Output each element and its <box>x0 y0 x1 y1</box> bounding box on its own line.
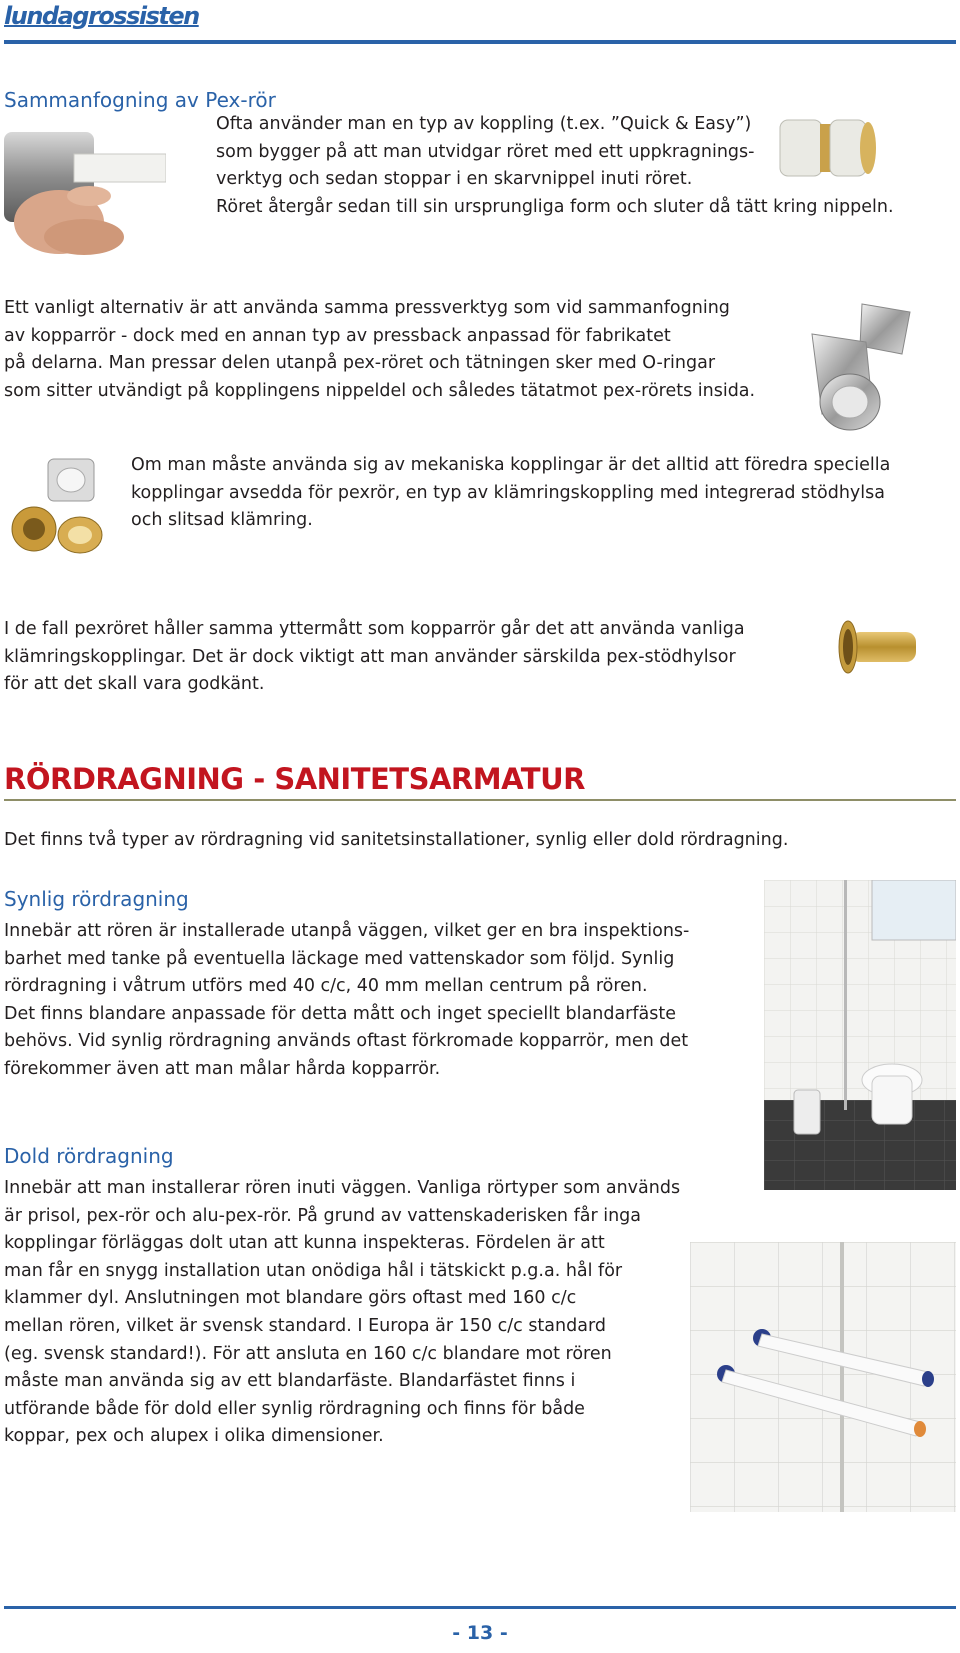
text-line: barhet med tanke på eventuella läckage med vattenskador som följd. Synlig <box>4 948 675 969</box>
text-line: koppar, pex och alupex i olika dimensioner. <box>4 1426 384 1447</box>
paragraph-dold <box>4 1175 680 1451</box>
text-line: måste man använda sig av ett blandarfäste. Blandarfästet finns i <box>4 1371 576 1392</box>
text-line: I de fall pexröret håller samma yttermått som kopparrör går det att använda vanliga <box>4 619 745 639</box>
text-line: Innebär att man installerar rören inuti väggen. Vanliga rörtyper som används <box>4 1178 681 1198</box>
bathroom-photo <box>764 880 956 1190</box>
page-number: - 13 - <box>452 1622 508 1644</box>
text-line: kopplingar förläggas dolt utan att kunna inspekteras. Fördelen är att <box>4 1233 605 1254</box>
press-elbow-image <box>792 294 922 436</box>
text-line: som sitter utvändigt på kopplingens nippeldel och således tätatmot pex-rörets insida. <box>4 380 756 401</box>
heading-synlig: Synlig rördragning <box>4 887 189 911</box>
text-line: förekommer även att man målar hårda kopparrör. <box>4 1058 441 1079</box>
pex-tool-image <box>4 112 166 258</box>
support-sleeve-image <box>832 614 924 682</box>
paragraph-pressverktyg <box>4 295 755 405</box>
paragraph-synlig <box>4 918 689 1084</box>
text-line: Det finns blandare anpassade för detta mått och inget speciellt blandarfäste <box>4 1003 676 1024</box>
intro-paragraph <box>4 827 788 855</box>
text-line: klammer dyl. Anslutningen mot blandare görs oftast med 160 c/c <box>4 1288 577 1309</box>
paragraph-mekaniska <box>131 452 890 535</box>
text-line: Ett vanligt alternativ är att använda samma pressverktyg som vid sammanfogning <box>4 298 730 318</box>
company-logo: lundagrossisten <box>4 2 199 30</box>
text-line: av kopparrör - dock med en annan typ av pressback anpassad för fabrikatet <box>4 325 671 346</box>
concealed-pipes-photo <box>690 1242 956 1512</box>
text-line: Innebär att rören är installerade utanpå väggen, vilket ger en bra inspektions- <box>4 921 690 941</box>
text-line: Ofta använder man en typ av koppling (t.ex. ”Quick & Easy”) <box>216 114 752 134</box>
text-line: klämringskopplingar. Det är dock viktigt att man använder särskilda pex-stödhylsor <box>4 646 736 667</box>
text-line: Om man måste använda sig av mekaniska kopplingar är det alltid att föredra speciella <box>131 455 891 475</box>
section-title-sanitet: RÖRDRAGNING - SANITETSARMATUR <box>4 762 585 796</box>
text-line: mellan rören, vilket är svensk standard. I Europa är 150 c/c standard <box>4 1315 606 1336</box>
text-line: Det finns två typer av rördragning vid sanitetsinstallationer, synlig eller dold rördragning. <box>4 830 789 850</box>
text-line: utförande både för dold eller synlig rördragning och finns för både <box>4 1398 585 1419</box>
heading-pex: Sammanfogning av Pex-rör <box>4 88 276 112</box>
text-line: man får en snygg installation utan onödiga hål i tätskickt p.g.a. hål för <box>4 1260 623 1281</box>
text-line: för att det skall vara godkänt. <box>4 674 265 695</box>
text-line: (eg. svensk standard!). För att ansluta en 160 c/c blandare mot rören <box>4 1343 612 1364</box>
text-line: kopplingar avsedda för pexrör, en typ av klämringskoppling med integrerad stödhylsa <box>131 482 885 503</box>
text-line: behövs. Vid synlig rördragning används oftast förkromade kopparrör, men det <box>4 1031 689 1052</box>
heading-dold: Dold rördragning <box>4 1144 174 1168</box>
footer-rule <box>4 1606 956 1609</box>
paragraph-stodhylsor <box>4 616 745 699</box>
quick-easy-coupling-image <box>768 106 882 188</box>
text-line: som bygger på att man utvidgar röret med ett uppkragnings- <box>216 141 755 162</box>
text-line: verktyg och sedan stoppar i en skarvnippel inuti röret. <box>216 169 693 190</box>
text-line: och slitsad klämring. <box>131 510 313 531</box>
compression-coupling-image <box>8 455 108 559</box>
text-line: är prisol, pex-rör och alu-pex-rör. På grund av vattenskaderisken får inga <box>4 1205 642 1226</box>
text-line: rördragning i våtrum utförs med 40 c/c, 40 mm mellan centrum på rören. <box>4 976 648 997</box>
header-rule <box>4 40 956 44</box>
text-line: på delarna. Man pressar delen utanpå pex-röret och tätningen sker med O-ringar <box>4 353 716 374</box>
section-rule <box>4 799 956 801</box>
text-line: Röret återgår sedan till sin ursprungliga form och sluter då tätt kring nippeln. <box>216 196 894 217</box>
